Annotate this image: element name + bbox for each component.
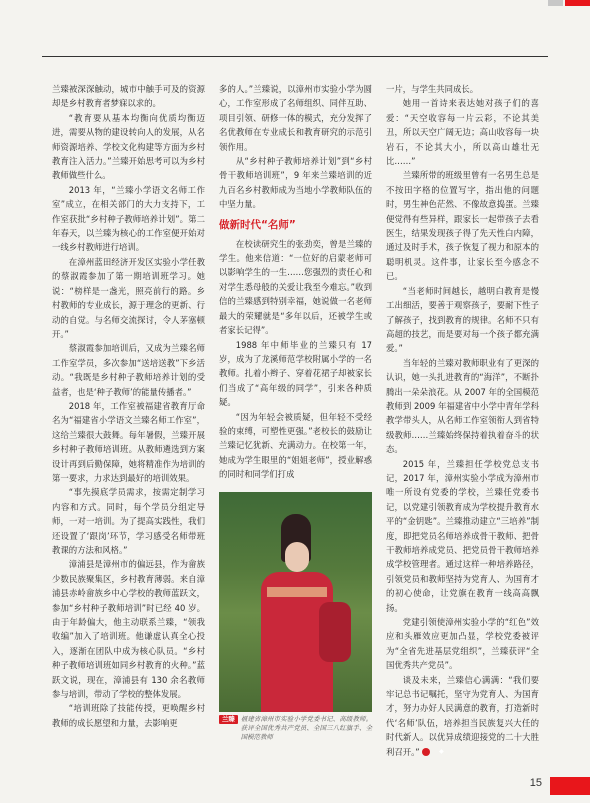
paragraph: 2018 年，工作室被福建省教育厅命名为“福建省小学语文兰臻名师工作室”，这给兰臻很大鼓舞。每年暑假，兰臻开展乡村种子教师培训班。从教师遴选到方案设计再到后勤保障，她将精准作为培训的第一要求，力求达到最好的培训效果。 <box>52 400 205 483</box>
paragraph: 兰臻被深深触动，城市中触手可及的资源却是乡村教育者梦寐以求的。 <box>52 84 205 109</box>
corner-decoration-gray <box>548 0 563 6</box>
paragraph: 当年轻的兰臻对教师职业有了更深的认识，她一头扎进教育的“海洋”，不断扑腾出一朵朵浪花。从 2007 年的全国模范教师到 2009 年福建省中小学中青年学科教学带头人，从名师工作室领衔人到省特级教师……兰臻始终保持着执着奋斗的状态。 <box>386 357 539 455</box>
caption-text: 福建省漳州市实验小学党委书记、高级教师。获评全国优秀共产党员、全国三八红旗手、全国模范教师 <box>240 714 372 741</box>
corner-decoration-red <box>565 0 590 6</box>
paragraph: 兰臻所带的班级里曾有一名男生总是不按田字格的位置写字，指出他的问题时，男生神色茫然、不像故意捣蛋。兰臻便觉得有些异样，跟家长一起带孩子去看医生，结果发现孩子得了先天性白内障，通过及时手术，孩子恢复了视力和原本的聪明机灵。这件事，让家长至今感念不已。 <box>386 170 539 282</box>
paragraph-text: 谈及未来，兰臻信心满满：“我们要牢记总书记嘱托，坚守为党育人、为国育才，努力办好人民满意的教育，打造新时代‘名师’队伍，培养担当民族复兴大任的时代新人。以优异成绩迎接党的二十大胜利召开。” <box>386 674 539 757</box>
paragraph: “教育要从基本均衡向优质均衡迈进，需要从物的建设转向人的发展，从名师资源培养、学校文化构建等方面为乡村教育注入活力。”兰臻开始思考可以为乡村教师做些什么。 <box>52 112 205 181</box>
paragraph: “当老师时间越长，越明白教育是慢工出细活，要善于观察孩子，要耐下性子了解孩子，找到教育的规律。名师不只有高超的技艺，而是要对每一个孩子都充满爱。” <box>386 285 539 354</box>
end-mark-icon: ◆ <box>422 748 430 756</box>
article-column-2 <box>219 82 372 742</box>
caption-name-badge: 兰臻 <box>219 715 238 724</box>
header-rule <box>42 56 548 57</box>
paragraph: 漳浦县是漳州市的偏远县，作为畲族少数民族聚集区，乡村教育薄弱。来自漳浦县赤岭畲族乡中心学校的教师蓝跃文，参加“乡村种子教师培训”时已经 40 岁。由于年龄偏大，他主动联系兰臻，“领我收编”加入了培训班。他谦虚认真全心投入，逐渐在团队中成为核心队员。“乡村种子教师培训班如同乡村教育的火种。”蓝跃文说，现在，漳浦县有 130 余名教师参与培训，带动了学校的整体发展。 <box>52 559 205 700</box>
paragraph: 2015 年，兰臻担任学校党总支书记，2017 年，漳州实验小学成为漳州市唯一所设有党委的学校，兰臻任党委书记，以党建引领教育成为学校提升教育水平的“金钥匙”。兰臻推动建立“三培养”制度，即把党员名师培养成骨干教师、把骨干教师培养成党员、把党员骨干教师培养成学校管理者。通过这样一种培养路径，引领党员和教师坚持为党育人、为国育才的初心使命，让党旗在教育一线高高飘扬。 <box>386 458 539 613</box>
paragraph <box>386 673 539 759</box>
paragraph: “因为年轻会被质疑，但年轻不受经验的束缚，可塑性更强。”老校长的鼓励让兰臻记忆犹新、充满动力。在校第一年，她成为学生眼里的“姐姐老师”，授业解惑的同时和同学们打成 <box>219 411 372 480</box>
paragraph: 一片，与学生共同成长。 <box>386 84 479 94</box>
paragraph: “培训班除了技能传授，更唤醒乡村教师的成长愿望和力量，去影响更 <box>52 703 205 728</box>
paragraph: 党建引领使漳州实验小学的“红色”效应和头雁效应更加凸显，学校党委被评为“全省先进基层党组织”，兰臻获评“全国优秀共产党员”。 <box>386 617 539 671</box>
paragraph: 2013 年，“兰臻小学语文名师工作室”成立，在相关部门的大力支持下，工作室获批“乡村种子教师培养计划”。第二年春天，以兰臻为核心的工作室便开始对一线乡村教师进行培训。 <box>52 184 205 253</box>
photo-caption <box>219 715 372 742</box>
footer-red-bar <box>550 777 590 795</box>
paragraph: 1988 年中师毕业的兰臻只有 17 岁，成为了龙溪师范学校附属小学的一名教师。扎着小辫子、穿着花裙子却被家长们当成了“高年级的同学”，引来各种质疑。 <box>219 339 372 408</box>
face <box>285 542 309 572</box>
section-heading: 做新时代“名师” <box>219 218 296 231</box>
sleeve <box>319 602 351 662</box>
paragraph: 从“乡村种子教师培养计划”到“乡村骨干教师培训班”，9 年来兰臻培训的近九百名乡村教师成为当地小学教师队伍的中坚力量。 <box>219 156 372 210</box>
article-column-3 <box>386 82 539 759</box>
paragraph: 她用一首诗来表达她对孩子们的喜爱：“天空收容每一片云彩，不论其美丑，所以天空广阔无边；高山收容每一块岩石，不论其大小，所以高山雄壮无比……” <box>386 98 539 167</box>
dress-embroidery <box>267 587 327 597</box>
paragraph: 在漳州蓝田经济开发区实验小学任教的蔡淑霞参加了第一期培训班学习。她说：“榜样是一盏光，照亮前行的路。乡村教师的专业成长，源于理念的更新、行动的自觉。与名师交流探讨，令人茅塞顿开。” <box>52 256 205 339</box>
paragraph: 在校读研究生的张劲奕，曾是兰臻的学生。他来信道：“一位好的启蒙老师可以影响学生的一生……您强烈的责任心和对学生悉母般的关爱让我至今难忘。”收到信的兰臻感到特别幸福，她说做一名老师最大的荣耀就是“多年以后，还被学生或者家长记得”。 <box>219 238 372 336</box>
paragraph: 蔡淑霞参加培训后，又成为兰臻名师工作室学员，多次参加“送培送教”下乡活动。“我既是乡村种子教师培养计划的受益者，也是‘种子教师’的能量传播者。” <box>52 343 205 397</box>
paragraph: “事先摸底学员需求，按需定制学习内容和方式。同时，每个学员分组定导师，一对一培训。为了提高实践性，我们还设置了‘跟岗’环节，学习感受名师带班教课的方法和风格。” <box>52 487 205 555</box>
article-column-1 <box>52 82 205 730</box>
page-number: 15 <box>529 777 542 789</box>
paragraph: 多的人。”兰臻说，以漳州市实验小学为圆心，工作室形成了名师组织、同伴互助、项目引领、研修一体的模式，充分发挥了名优教师在专业成长和教育研究的示范引领作用。 <box>219 84 372 152</box>
portrait-photo <box>219 492 372 712</box>
